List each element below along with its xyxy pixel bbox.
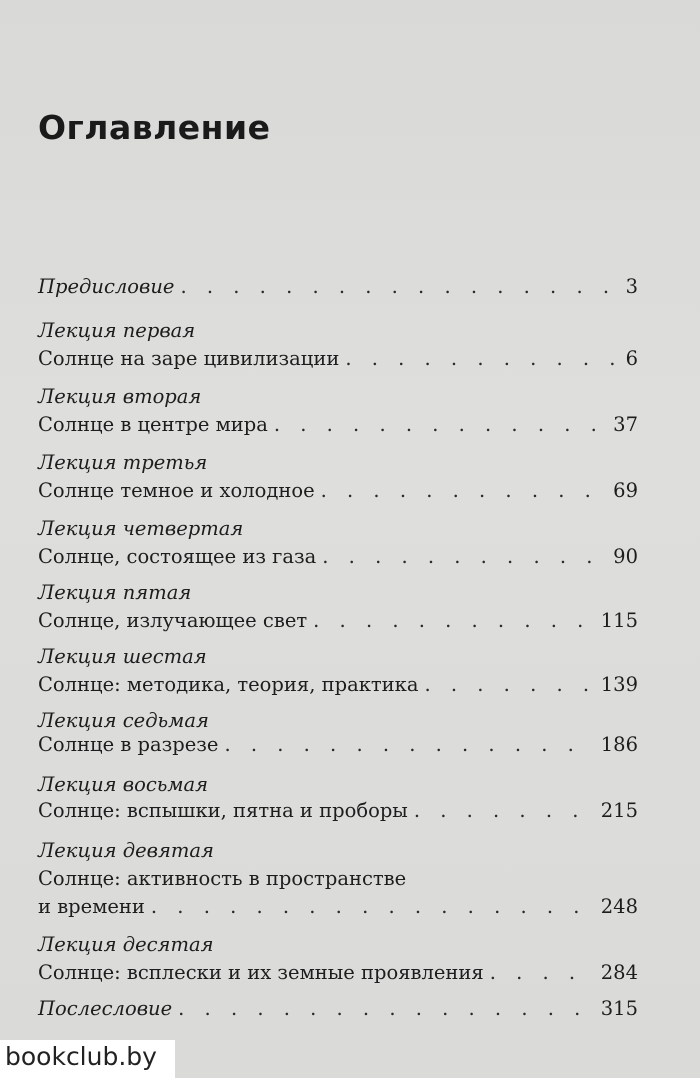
- lecture-label: Лекция шестая: [38, 645, 207, 668]
- toc-entry[interactable]: [38, 344, 638, 374]
- toc-entry[interactable]: [38, 606, 638, 636]
- toc-entry-title: Послесловие: [38, 997, 173, 1020]
- lecture-label: Лекция вторая: [38, 385, 202, 408]
- toc-title-line: Солнце: активность в пространстве: [38, 867, 407, 890]
- lecture-label: Лекция первая: [38, 319, 196, 342]
- toc-entry-title: Предисловие: [38, 275, 175, 298]
- dot-leader: [490, 958, 595, 988]
- page-title: Оглавление: [38, 108, 271, 147]
- toc-page-number: 248: [600, 895, 638, 918]
- lecture-label: Лекция десятая: [38, 933, 214, 956]
- toc-entry[interactable]: [38, 670, 638, 700]
- toc-entry-title: Солнце, излучающее свет: [38, 609, 308, 632]
- toc-page-number: 37: [613, 413, 638, 436]
- dot-leader: [313, 606, 595, 636]
- dot-leader: [224, 730, 594, 760]
- toc-entry-title: Солнце: всплески и их земные проявления: [38, 961, 484, 984]
- toc-entry[interactable]: [38, 994, 638, 1024]
- toc-entry-title: Солнце темное и холодное: [38, 479, 315, 502]
- toc-entry[interactable]: [38, 542, 638, 572]
- toc-page-number: 3: [625, 275, 638, 298]
- lecture-label: Лекция восьмая: [38, 773, 209, 796]
- toc-entry[interactable]: [38, 958, 638, 988]
- dot-leader: [178, 994, 595, 1024]
- toc-page-number: 315: [600, 997, 638, 1020]
- toc-page-number: 115: [600, 609, 638, 632]
- lecture-label: Лекция девятая: [38, 839, 214, 862]
- toc-page-number: 139: [600, 673, 638, 696]
- dot-leader: [180, 272, 619, 302]
- toc-page-number: 186: [600, 733, 638, 756]
- lecture-label: Лекция седьмая: [38, 709, 209, 732]
- dot-leader: [322, 542, 607, 572]
- toc-page-number: 90: [613, 545, 638, 568]
- toc-entry-title: Солнце: методика, теория, практика: [38, 673, 419, 696]
- dot-leader: [414, 796, 595, 826]
- toc-entry-title: Солнце в центре мира: [38, 413, 268, 436]
- toc-page-number: 284: [600, 961, 638, 984]
- toc-entry-title: Солнце в разрезе: [38, 733, 219, 756]
- toc-page-number: 6: [625, 347, 638, 370]
- toc-entry[interactable]: [38, 892, 638, 922]
- toc-entry[interactable]: [38, 410, 638, 440]
- toc-entry-title: и времени: [38, 895, 145, 918]
- watermark: [0, 1040, 175, 1078]
- lecture-label: Лекция третья: [38, 451, 208, 474]
- dot-leader: [424, 670, 594, 700]
- toc-entry-title: Солнце, состоящее из газа: [38, 545, 317, 568]
- toc-page-number: 215: [600, 799, 638, 822]
- dot-leader: [345, 344, 619, 374]
- toc-entry-title: Солнце: вспышки, пятна и проборы: [38, 799, 408, 822]
- toc-entry[interactable]: [38, 730, 638, 760]
- toc-entry[interactable]: [38, 272, 638, 302]
- lecture-label: Лекция пятая: [38, 581, 192, 604]
- toc-page-number: 69: [613, 479, 638, 502]
- toc-entry[interactable]: [38, 476, 638, 506]
- lecture-label: Лекция четвертая: [38, 517, 244, 540]
- dot-leader: [321, 476, 608, 506]
- dot-leader: [274, 410, 607, 440]
- toc-entry[interactable]: [38, 796, 638, 826]
- dot-leader: [151, 892, 595, 922]
- watermark-text: bookclub.by: [5, 1042, 157, 1071]
- toc-entry-title: Солнце на заре цивилизации: [38, 347, 340, 370]
